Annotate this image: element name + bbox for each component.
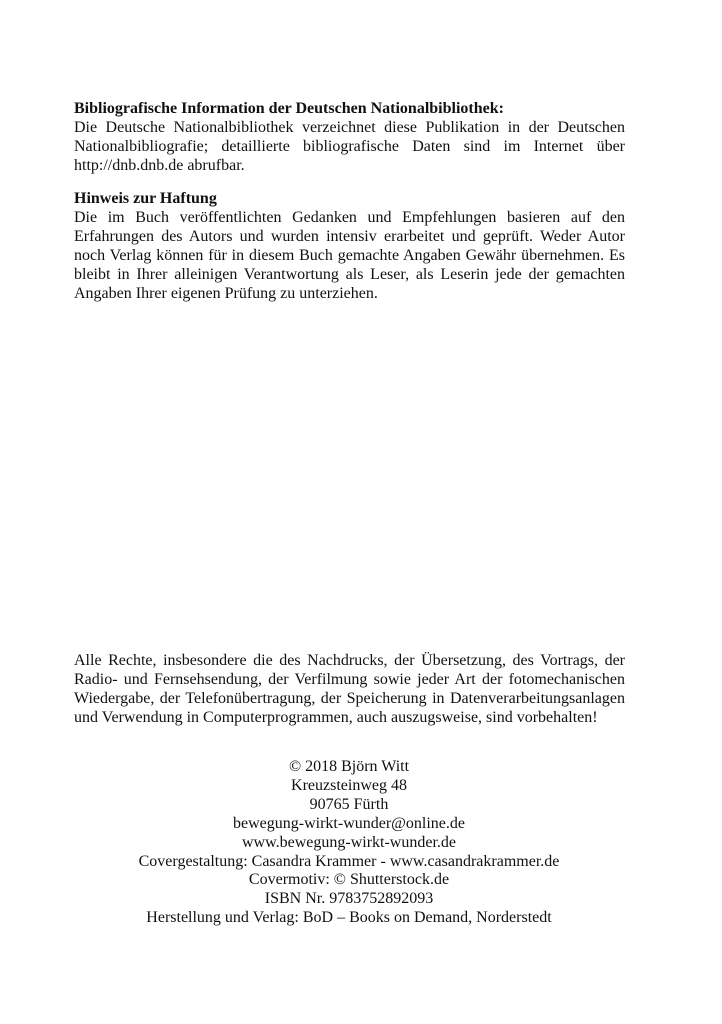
bibliographic-information-heading: Bibliografische Information der Deutschen Nationalbibliothek: xyxy=(74,100,504,117)
bibliographic-information-section xyxy=(74,99,625,175)
website-url: www.bewegung-wirkt-wunder.de xyxy=(241,833,456,851)
imprint-section xyxy=(0,758,698,928)
liability-notice-text: Die im Buch veröffentlichten Gedanken und Empfehlungen basieren auf den Erfahrungen des Autors und wurden intensiv erarbeitet und geprüft. Weder Autor noch Verlag können für in diesem Buch gemachte Angaben Gewähr übernehmen. Es bleibt in Ihrer alleinigen Verantwortung als Leser, als Leserin jede der gemachten Angaben Ihrer eigenen Prüfung zu unterziehen. xyxy=(74,209,625,302)
address-city: 90765 Fürth xyxy=(309,795,389,813)
contact-email: bewegung-wirkt-wunder@online.de xyxy=(233,814,465,832)
liability-notice-section xyxy=(74,189,625,303)
publisher-line: Herstellung und Verlag: BoD – Books on Demand, Norderstedt xyxy=(146,909,552,927)
cover-motif-credit: Covermotiv: © Shutterstock.de xyxy=(248,871,450,889)
address-street: Kreuzsteinweg 48 xyxy=(291,776,407,794)
bibliographic-information-text: Die Deutsche Nationalbibliothek verzeichnet diese Publikation in der Deutschen Nationalbibliografie; detaillierte bibliografische Daten sind im Internet über http://dnb.dnb.de abrufbar. xyxy=(74,119,625,174)
liability-notice-heading: Hinweis zur Haftung xyxy=(74,190,217,207)
rights-reserved-text: Alle Rechte, insbesondere die des Nachdrucks, der Übersetzung, des Vortrags, der Radio- und Fernsehsendung, der Verfilmung sowie jeder Art der fotomechanischen Wiedergabe, der Telefonübertragung, der Speicherung in Datenverarbeitungsanlagen und Verwendung in Computerprogrammen, auch auszugsweise, sind vorbehalten! xyxy=(74,652,625,726)
copyright-line: © 2018 Björn Witt xyxy=(288,758,410,775)
cover-design-credit: Covergestaltung: Casandra Krammer - www.casandrakrammer.de xyxy=(138,852,560,870)
rights-reserved-section xyxy=(74,651,625,727)
isbn-number: ISBN Nr. 9783752892093 xyxy=(264,890,434,908)
